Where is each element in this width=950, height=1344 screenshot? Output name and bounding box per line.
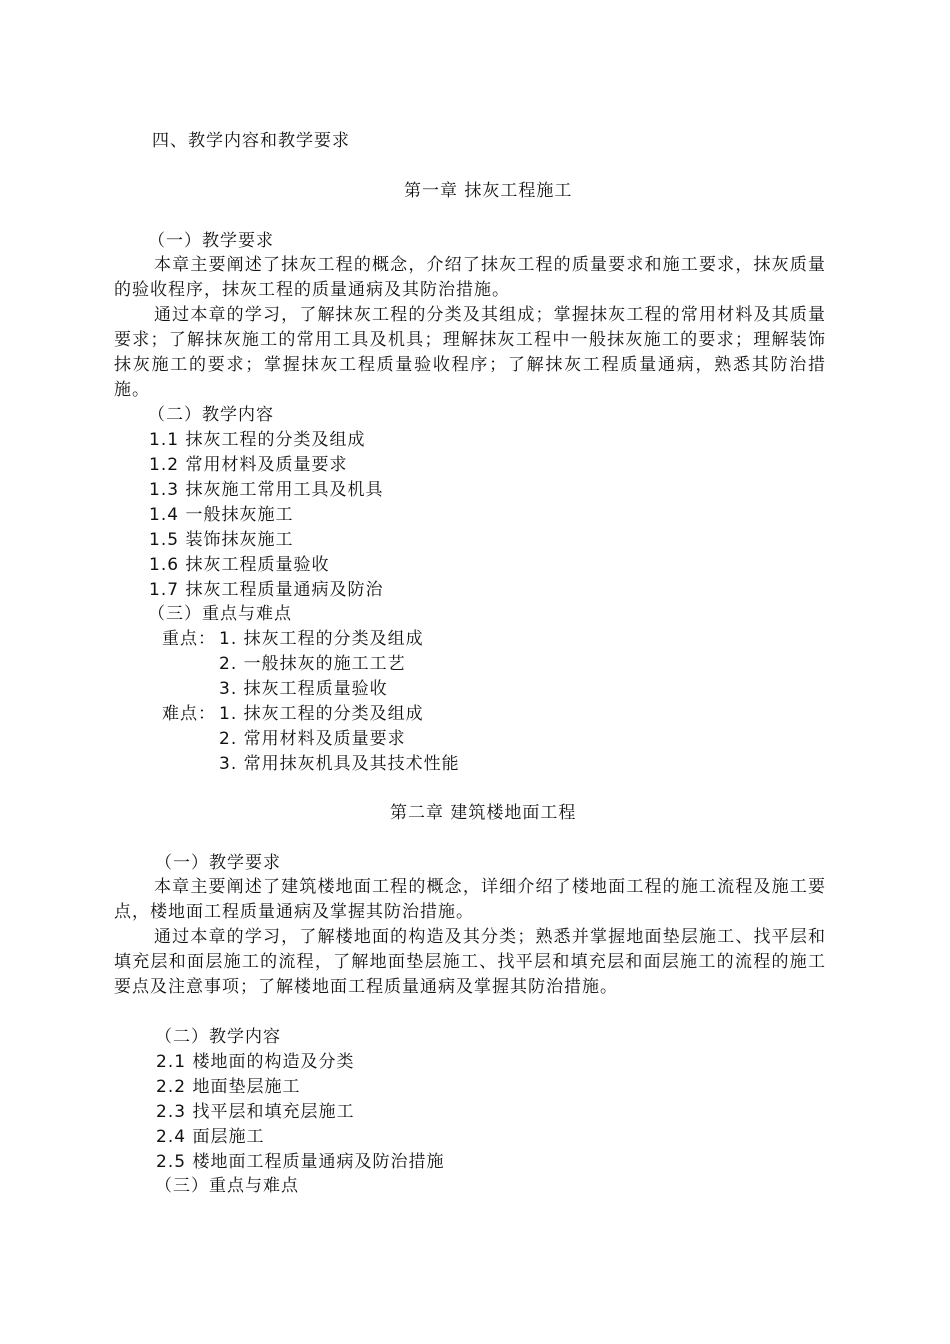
list-item: 2.4 面层施工 — [156, 1127, 265, 1147]
list-item: 2.3 找平层和填充层施工 — [156, 1102, 355, 1122]
chapter1-req-heading: （一）教学要求 — [148, 231, 274, 251]
difficult-label: 难点： — [162, 704, 216, 724]
chapter1-req-para2: 通过本章的学习，了解抹灰工程的分类及其组成；掌握抹灰工程的常用材料及其质量要求；了解抹灰施工的常用工具及机具；理解抹灰工程中一般抹灰施工的要求；理解装饰抹灰施工的要求；掌握抹灰工程质量验收程序；了解抹灰工程质量通病，熟悉其防治措施。 — [114, 305, 826, 400]
list-item: 1.7 抹灰工程质量通病及防治 — [149, 580, 384, 600]
difficult-item: 1. 抹灰工程的分类及组成 — [219, 704, 424, 724]
chapter1-req-para1: 本章主要阐述了抹灰工程的概念，介绍了抹灰工程的质量要求和施工要求，抹灰质量的验收程序，抹灰工程的质量通病及其防治措施。 — [114, 255, 826, 300]
list-item: 2.5 楼地面工程质量通病及防治措施 — [156, 1152, 445, 1172]
list-item: 2.2 地面垫层施工 — [156, 1077, 301, 1097]
list-item: 1.1 抹灰工程的分类及组成 — [149, 430, 366, 450]
chapter2-req-para1: 本章主要阐述了建筑楼地面工程的概念，详细介绍了楼地面工程的施工流程及施工要点，楼地面工程质量通病及掌握其防治措施。 — [114, 877, 826, 922]
chapter2-content-heading: （二）教学内容 — [155, 1027, 281, 1047]
list-item: 1.2 常用材料及质量要求 — [149, 455, 348, 475]
difficult-item: 3. 常用抹灰机具及其技术性能 — [219, 754, 460, 774]
list-item: 1.6 抹灰工程质量验收 — [149, 555, 330, 575]
chapter2-req-heading: （一）教学要求 — [155, 853, 281, 873]
chapter2-keypoints-heading: （三）重点与难点 — [155, 1176, 299, 1196]
list-item: 1.3 抹灰施工常用工具及机具 — [149, 480, 384, 500]
chapter1-title: 第一章 抹灰工程施工 — [404, 181, 573, 201]
key-item: 2. 一般抹灰的施工工艺 — [219, 654, 406, 674]
key-label: 重点： — [162, 629, 216, 649]
list-item: 1.4 一般抹灰施工 — [149, 505, 294, 525]
difficult-item: 2. 常用材料及质量要求 — [219, 729, 406, 749]
chapter1-keypoints-heading: （三）重点与难点 — [148, 604, 292, 624]
chapter2-req-para2: 通过本章的学习，了解楼地面的构造及其分类；熟悉并掌握地面垫层施工、找平层和填充层和面层施工的流程，了解地面垫层施工、找平层和填充层和面层施工的流程的施工要点及注意事项；了解楼地面工程质量通病及掌握其防治措施。 — [114, 927, 826, 997]
section-heading: 四、教学内容和教学要求 — [152, 131, 350, 151]
key-item: 3. 抹灰工程质量验收 — [219, 679, 388, 699]
list-item: 2.1 楼地面的构造及分类 — [156, 1052, 355, 1072]
chapter1-content-heading: （二）教学内容 — [148, 405, 274, 425]
chapter2-title: 第二章 建筑楼地面工程 — [390, 803, 577, 823]
key-item: 1. 抹灰工程的分类及组成 — [219, 629, 424, 649]
list-item: 1.5 装饰抹灰施工 — [149, 530, 294, 550]
